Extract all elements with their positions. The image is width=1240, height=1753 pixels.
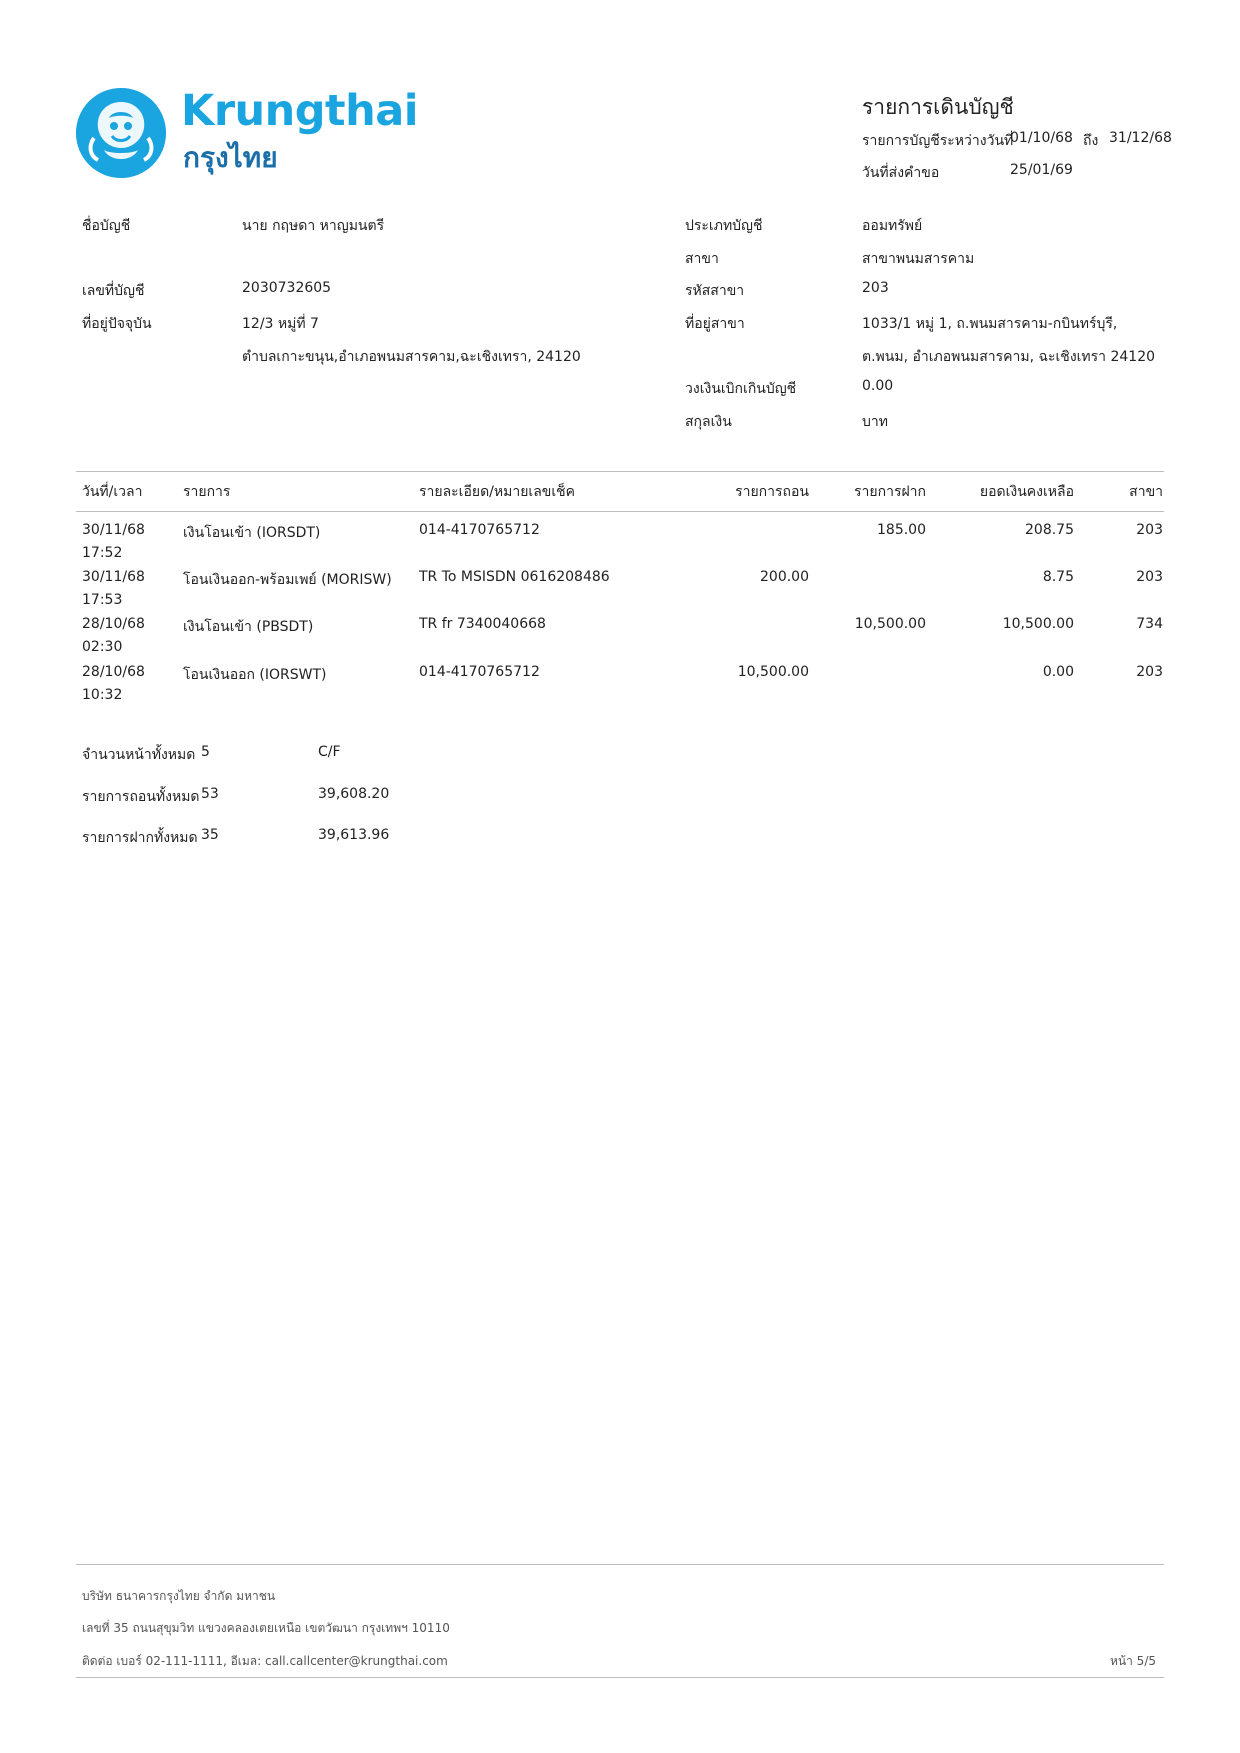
- period-to-label: ถึง: [1083, 133, 1099, 149]
- row-balance: 208.75: [1025, 522, 1074, 538]
- branch-address-line2: ต.พนม, อำเภอพนมสารคาม, ฉะเชิงเทรา 24120: [862, 349, 1156, 365]
- row-deposit: 10,500.00: [854, 616, 926, 632]
- row-withdraw: 200.00: [760, 569, 809, 585]
- page-number: หน้า 5/5: [1110, 1654, 1156, 1668]
- address-line2: ตำบลเกาะขนุน,อำเภอพนมสารคาม,ฉะเชิงเทรา, 24120: [242, 349, 581, 365]
- branch-label: สาขา: [685, 251, 719, 267]
- col-header-balance: ยอดเงินคงเหลือ: [979, 484, 1074, 500]
- row-description: โอนเงินออก (IORSWT): [183, 667, 327, 683]
- row-balance: 10,500.00: [1002, 616, 1074, 632]
- account-name-label: ชื่อบัญชี: [82, 218, 131, 234]
- address-label: ที่อยู่ปัจจุบัน: [82, 316, 152, 332]
- deposit-total-label: รายการฝากทั้งหมด: [82, 830, 198, 846]
- overdraft-value: 0.00: [862, 378, 894, 394]
- row-branch: 203: [1136, 664, 1163, 680]
- col-header-detail: รายละเอียด/หมายเลขเช็ค: [419, 484, 575, 500]
- row-detail: TR fr 7340040668: [419, 616, 546, 632]
- footer-company: บริษัท ธนาคารกรุงไทย จำกัด มหาชน: [82, 1589, 276, 1603]
- row-date: 30/11/68: [82, 569, 145, 585]
- row-branch: 203: [1136, 569, 1163, 585]
- withdraw-count: 53: [201, 786, 219, 802]
- row-description: เงินโอนเข้า (IORSDT): [183, 525, 321, 541]
- row-balance: 8.75: [1042, 569, 1074, 585]
- row-detail: TR To MSISDN 0616208486: [419, 569, 610, 585]
- brand-name-th: กรุงไทย: [183, 141, 278, 174]
- branch-name: สาขาพนมสารคาม: [862, 251, 975, 267]
- withdraw-total: 39,608.20: [318, 786, 390, 802]
- col-header-branch: สาขา: [1129, 484, 1163, 500]
- col-header-datetime: วันที่/เวลา: [82, 484, 143, 500]
- carry-forward: C/F: [318, 744, 341, 760]
- account-number: 2030732605: [242, 280, 332, 296]
- period-to: 31/12/68: [1109, 130, 1172, 146]
- row-withdraw: 10,500.00: [737, 664, 809, 680]
- row-time: 10:32: [82, 687, 123, 703]
- footer-top-rule: [76, 1564, 1164, 1565]
- request-date: 25/01/69: [1010, 162, 1073, 178]
- footer-address: เลขที่ 35 ถนนสุขุมวิท แขวงคลองเตยเหนือ เขตวัฒนา กรุงเทพฯ 10110: [82, 1621, 450, 1635]
- col-header-withdraw: รายการถอน: [735, 484, 809, 500]
- row-detail: 014-4170765712: [419, 522, 540, 538]
- brand-name-en: Krungthai: [181, 86, 418, 136]
- period-from: 01/10/68: [1010, 130, 1073, 146]
- branch-code-label: รหัสสาขา: [685, 283, 745, 299]
- overdraft-label: วงเงินเบิกเกินบัญชี: [685, 381, 797, 397]
- row-detail: 014-4170765712: [419, 664, 540, 680]
- account-number-label: เลขที่บัญชี: [82, 283, 145, 299]
- row-date: 28/10/68: [82, 616, 145, 632]
- branch-code: 203: [862, 280, 889, 296]
- col-header-transaction: รายการ: [183, 484, 231, 500]
- krungthai-logo-icon: [76, 88, 166, 178]
- request-date-label: วันที่ส่งคำขอ: [862, 165, 940, 181]
- currency-value: บาท: [862, 414, 888, 430]
- row-balance: 0.00: [1042, 664, 1074, 680]
- address-line1: 12/3 หมู่ที่ 7: [242, 316, 319, 332]
- branch-address-line1: 1033/1 หมู่ 1, ถ.พนมสารคาม-กบินทร์บุรี,: [862, 316, 1118, 332]
- withdraw-total-label: รายการถอนทั้งหมด: [82, 789, 200, 805]
- deposit-total: 39,613.96: [318, 827, 390, 843]
- row-description: เงินโอนเข้า (PBSDT): [183, 619, 314, 635]
- total-pages-label: จำนวนหน้าทั้งหมด: [82, 747, 196, 763]
- currency-label: สกุลเงิน: [685, 414, 732, 430]
- table-header-rule: [76, 511, 1164, 512]
- document-title: รายการเดินบัญชี: [862, 95, 1014, 119]
- branch-address-label: ที่อยู่สาขา: [685, 316, 745, 332]
- row-date: 28/10/68: [82, 664, 145, 680]
- period-label: รายการบัญชีระหว่างวันที่: [862, 133, 1014, 149]
- account-type-label: ประเภทบัญชี: [685, 218, 763, 234]
- row-time: 02:30: [82, 639, 123, 655]
- account-name: นาย กฤษดา หาญมนตรี: [242, 218, 385, 234]
- col-header-deposit: รายการฝาก: [854, 484, 926, 500]
- row-time: 17:53: [82, 592, 123, 608]
- deposit-count: 35: [201, 827, 219, 843]
- table-top-rule: [76, 471, 1164, 472]
- footer-bottom-rule: [76, 1677, 1164, 1678]
- row-time: 17:52: [82, 545, 123, 561]
- row-date: 30/11/68: [82, 522, 145, 538]
- footer-contact: ติดต่อ เบอร์ 02-111-1111, อีเมล: call.callcenter@krungthai.com: [82, 1654, 448, 1668]
- account-type: ออมทรัพย์: [862, 218, 923, 234]
- row-description: โอนเงินออก-พร้อมเพย์ (MORISW): [183, 572, 392, 588]
- row-branch: 734: [1136, 616, 1163, 632]
- row-branch: 203: [1136, 522, 1163, 538]
- total-pages-value: 5: [201, 744, 210, 760]
- row-deposit: 185.00: [877, 522, 926, 538]
